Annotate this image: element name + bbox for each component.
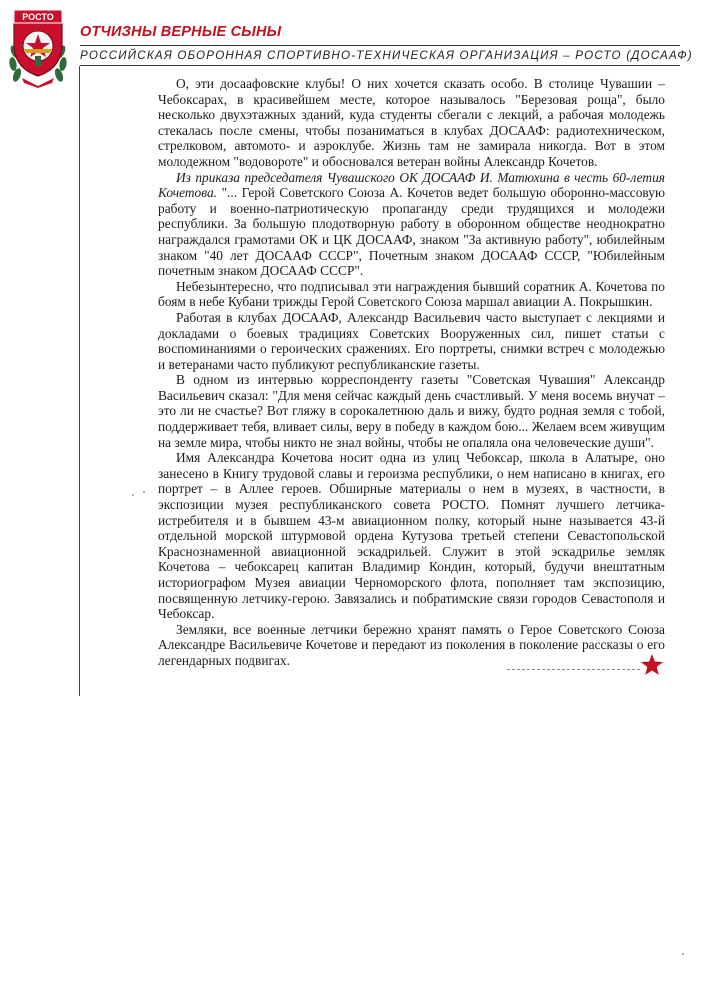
scan-speck xyxy=(143,491,145,493)
paragraph-lectures: Работая в клубах ДОСААФ, Александр Васильевич часто выступает с лекциями и докладами о боевых традициях Советских Вооруженных сил, пишет статьи с воспоминаниями о героических сражениях. Его портреты, снимки встреч с молодежью и ветеранами часто публикуют республиканские газеты. xyxy=(158,309,665,372)
end-of-article-line xyxy=(507,669,640,670)
paragraph-clubs: О, эти досаафовские клубы! О них хочется сказать особо. В столице Чувашии – Чебоксарах, в красивейшем месте, которое называлось "Березовая роща", было несколько двухэтажных зданий, куда студенты сбегали с лекций, а рабочая молодежь стекалась после смены, чтобы позаниматься в клубах ДОСААФ: радиотехническом, стрелковом, автомото- и аэроклубе. Жизнь там не замирала никогда. Вот в этом молодежном "водовороте" и обосновался ветеран войны Александр Кочетов. xyxy=(158,76,665,169)
scan-speck xyxy=(682,953,684,955)
red-star-icon xyxy=(640,653,664,677)
header-divider-bottom xyxy=(80,65,680,66)
order-citation: Из приказа председателя Чувашского ОК ДОСААФ И. Матюхина в честь 60-летия Кочетова. xyxy=(158,169,665,201)
organization-name: РОССИЙСКАЯ ОБОРОННАЯ СПОРТИВНО-ТЕХНИЧЕСКАЯ ОРГАНИЗАЦИЯ – РОСТО (ДОСААФ) xyxy=(80,49,693,62)
paragraph-closing: Земляки, все военные летчики бережно хранят память о Герое Советского Союза Александре Васильевиче Кочетове и передают из поколения в поколение рассказы о его легендарных подвигах. xyxy=(158,621,665,668)
header-divider-top xyxy=(80,45,680,46)
logo-text: РОСТО xyxy=(22,12,54,22)
scan-speck xyxy=(132,494,134,496)
paragraph-order xyxy=(158,170,665,279)
order-text: "... Герой Советского Союза А. Кочетов ведет большую оборонно-массовую работу и военно-патриотическую пропаганду среди трудящихся и молодежи республики. За большую плодотворную работу в оборонном обществе неоднократно награждался грамотами ОК и ЦК ДОСААФ, знаком "За активную работу", юбилейным знаком "40 лет ДОСААФ СССР", Почетным знаком ДОСААФ СССР, "Юбилейным почетным знаком ДОСААФ СССР". xyxy=(158,185,665,279)
paragraph-pokryshkin: Небезынтересно, что подписывал эти награждения бывший соратник А. Кочетова по боям в небе Кубани трижды Герой Советского Союза маршал авиации А. Покрышкин. xyxy=(158,278,665,310)
section-title: ОТЧИЗНЫ ВЕРНЫЕ СЫНЫ xyxy=(80,24,282,40)
rosto-emblem xyxy=(6,4,70,88)
paragraph-memory: Имя Александра Кочетова носит одна из улиц Чебоксар, школа в Алатыре, оно занесено в Книгу трудовой славы и героизма республики, о нем написано в книгах, его портрет – в Аллее героев. Обширные материалы о нем в музеях, в частности, в экспозиции музея республиканского совета РОСТО. Помнят лучшего летчика-истребителя и в бывшем 43-м авиационном полку, который ныне называется 43-й отдельной морской штурмовой ордена Кутузова третьей степени Севастопольской Краснознаменной авиационной эскадрильей. Служит в этой эскадрилье земляк Кочетова – чебоксарец капитан Владимир Кондин, который, будучи внештатным историографом Музея авиации Черноморского флота, пополняет там экспозицию, посвященную летчику-герою. Завязались и побратимские связи городов Севастополя и Чебоксар. xyxy=(158,450,665,622)
paragraph-interview: В одном из интервью корреспонденту газеты "Советская Чувашия" Александр Васильевич сказал: "Для меня сейчас каждый день счастливый. У меня восемь внучат – это ли не счастье? Вот гляжу в сорокалетнюю даль и вижу, будто родная земля с тобой, поддерживает тебя, вливает силы, веру в победу в каждом бою... Желаем всем живущим на земле мира, чтобы никто не знал войны, чтобы не опаляла она человеческие души". xyxy=(158,372,665,450)
margin-rule xyxy=(79,66,80,696)
article-body xyxy=(158,76,665,669)
